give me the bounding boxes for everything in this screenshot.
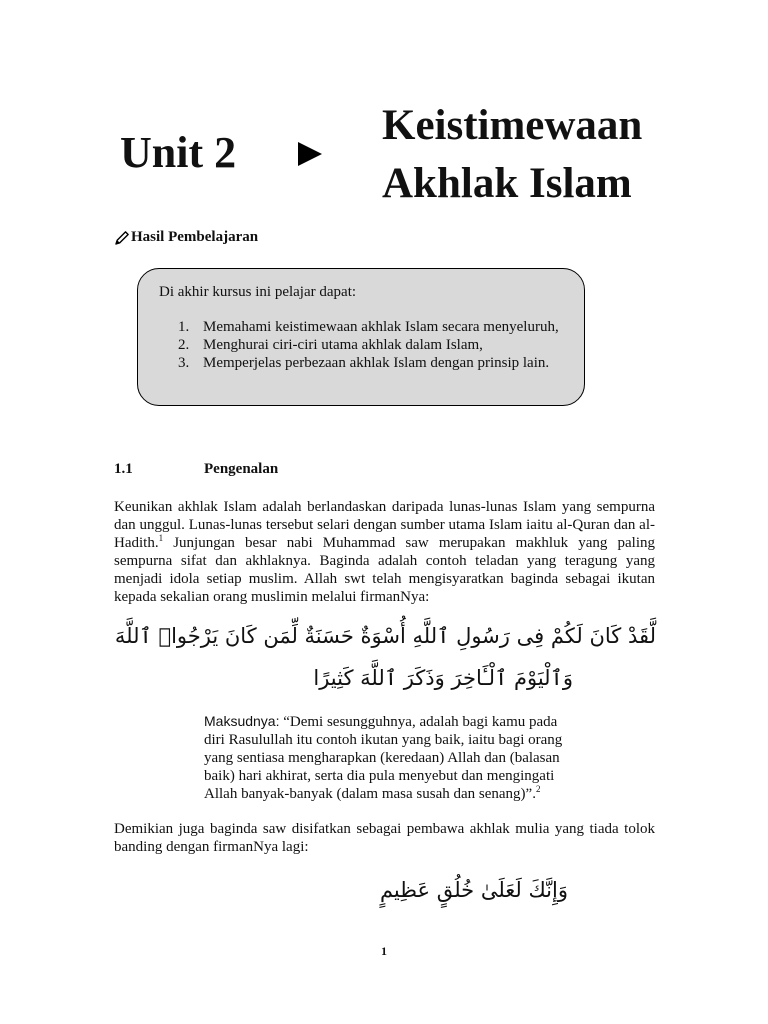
intro-paragraph-part2: Junjungan besar nabi Muhammad saw merupakan makhluk yang paling sempurna sifat dan akhlaknya. Baginda adalah contoh teladan yang teragung yang menjadi idola setiap muslim. Allah swt telah mengisyaratkan baginda sebagai ikutan kepada sekalian orang muslimin melalui firmanNya: [114,535,655,605]
quran-verse-line1: لَّقَدْ كَانَ لَكُمْ فِى رَسُولِ ٱللَّهِ أُسْوَةٌ حَسَنَةٌ لِّمَن كَانَ يَرْجُوا۟ ٱللَّهَ [114,624,656,648]
chapter-title-line1: Keistimewaan [382,102,643,149]
pencil-icon [114,230,130,246]
list-item [178,336,559,354]
verse-translation [204,712,580,803]
outcomes-intro: Di akhir kursus ini pelajar dapat: [159,284,357,300]
intro-paragraph [114,498,655,606]
quran-verse-line2: وَٱلْيَوْمَ ٱلْـَٔاخِرَ وَذَكَرَ ٱللَّهَ كَثِيرًا [313,666,573,690]
learning-outcomes-box [137,268,585,406]
learning-outcomes-label: Hasil Pembelajaran [131,229,259,245]
list-item-number: 1. [178,319,190,335]
footnote-marker: 2 [535,784,541,794]
second-paragraph: Demikian juga baginda saw disifatkan sebagai pembawa akhlak mulia yang tiada tolok banding dengan firmanNya lagi: [114,821,655,855]
page-number: 1 [381,944,387,958]
translation-text: “Demi sesungguhnya, adalah bagi kamu pada diri Rasulullah itu contoh ikutan yang baik, iaitu bagi orang yang sentiasa mengharapkan (keredaan) Allah dan (balasan baik) hari akhirat, serta dia pula menyebut dan mengingati Allah banyak-banyak (dalam masa susah dan senang)”. [204,714,563,802]
list-item-number: 3. [178,355,190,371]
quran-verse-2: وَإِنَّكَ لَعَلَىٰ خُلُقٍ عَظِيمٍ [379,878,568,902]
learning-outcomes-heading [114,229,258,246]
chapter-title-line2: Akhlak Islam [382,160,632,207]
outcomes-list [178,318,559,372]
play-arrow-icon [298,142,322,166]
translation-label: Maksudnya: [204,713,280,729]
list-item-text: Menghurai ciri-ciri utama akhlak dalam Islam, [203,337,483,353]
section-number: 1.1 [114,461,133,477]
section-title: Pengenalan [204,461,279,477]
list-item [178,354,559,372]
chapter-title [382,97,642,213]
list-item [178,318,559,336]
unit-label: Unit 2 [120,128,237,177]
list-item-text: Memahami keistimewaan akhlak Islam secara menyeluruh, [203,319,559,335]
intro-paragraph-part1: Keunikan akhlak Islam adalah berlandaskan daripada lunas-lunas Islam yang sempurna dan unggul. Lunas-lunas tersebut selari dengan sumber utama Islam iaitu al-Quran dan al-Hadith. [114,499,655,551]
list-item-text: Memperjelas perbezaan akhlak Islam dengan prinsip lain. [203,355,550,371]
footnote-marker: 1 [158,533,164,543]
list-item-number: 2. [178,337,190,353]
